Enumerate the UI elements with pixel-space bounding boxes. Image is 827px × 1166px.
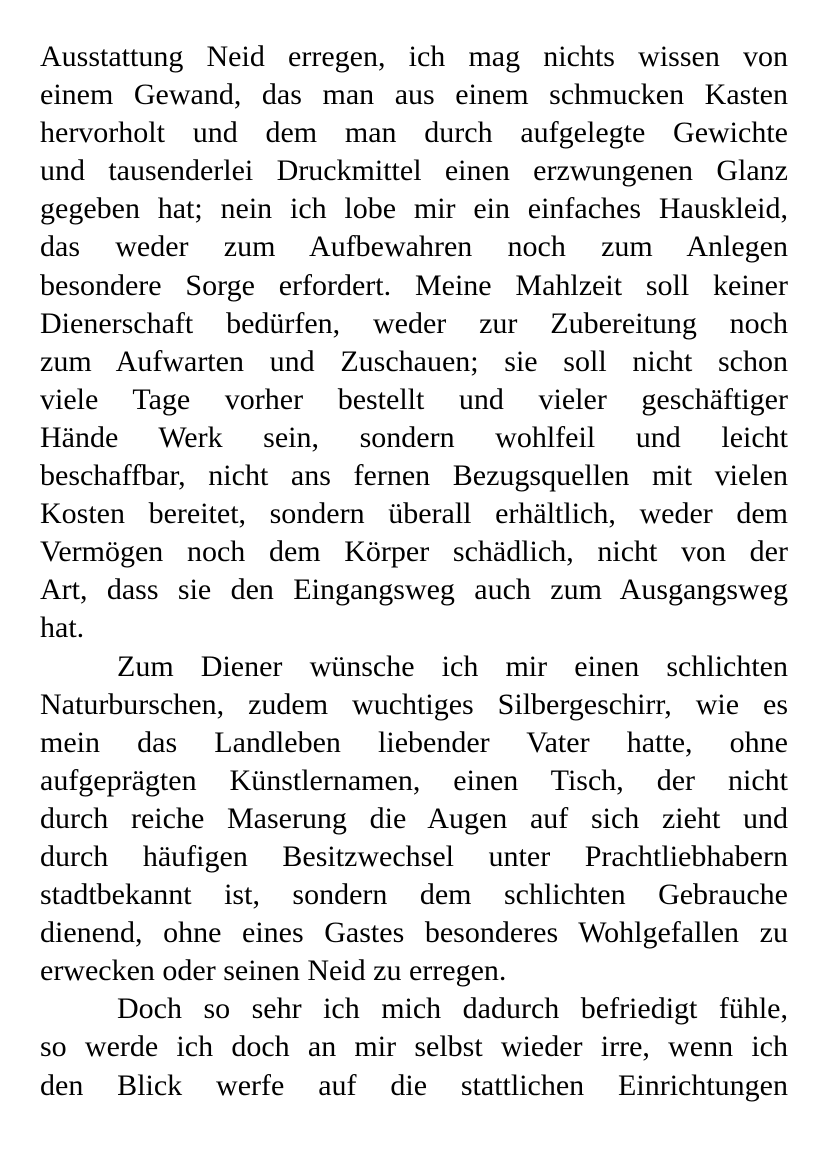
text-line: Hände Werk sein, sondern wohlfeil und leicht xyxy=(40,420,788,454)
text-line: hervorholt und dem man durch aufgelegte Gewichte xyxy=(40,116,788,150)
text-line: Naturburschen, zudem wuchtiges Silbergeschirr, wie es xyxy=(40,687,788,721)
text-line: durch reiche Maserung die Augen auf sich zieht und xyxy=(40,801,788,835)
text-line: so werde ich doch an mir selbst wieder irre, wenn ich xyxy=(40,1030,788,1064)
document-page xyxy=(40,38,788,1105)
text-line: Ausstattung Neid erregen, ich mag nichts wissen von xyxy=(40,40,788,73)
text-line: Kosten bereitet, sondern überall erhältlich, weder dem xyxy=(40,497,788,531)
text-line: Art, dass sie den Eingangsweg auch zum Ausgangsweg xyxy=(40,573,788,607)
text-line: Zum Diener wünsche ich mir einen schlichten xyxy=(117,649,788,683)
text-line: durch häufigen Besitzwechsel unter Prachtliebhabern xyxy=(40,839,788,873)
text-line: aufgeprägten Künstlernamen, einen Tisch, der nicht xyxy=(40,763,788,797)
text-line: besondere Sorge erfordert. Meine Mahlzeit soll keiner xyxy=(40,268,788,302)
text-line: Doch so sehr ich mich dadurch befriedigt fühle, xyxy=(117,992,788,1026)
text-line: und tausenderlei Druckmittel einen erzwungenen Glanz xyxy=(40,154,788,188)
text-line: zum Aufwarten und Zuschauen; sie soll nicht schon xyxy=(40,344,788,378)
text-line: dienend, ohne eines Gastes besonderes Wohlgefallen zu xyxy=(40,916,788,950)
text-line: erwecken oder seinen Neid zu erregen. xyxy=(40,954,507,988)
text-line: stadtbekannt ist, sondern dem schlichten Gebrauche xyxy=(40,878,788,912)
text-line: gegeben hat; nein ich lobe mir ein einfaches Hauskleid, xyxy=(40,192,788,226)
text-line: beschaffbar, nicht ans fernen Bezugsquellen mit vielen xyxy=(40,459,788,493)
paragraph-2 xyxy=(40,648,788,991)
text-line: Dienerschaft bedürfen, weder zur Zubereitung noch xyxy=(40,306,788,340)
text-line: hat. xyxy=(40,611,85,645)
text-line: viele Tage vorher bestellt und vieler geschäftiger xyxy=(40,382,788,416)
text-line: das weder zum Aufbewahren noch zum Anlegen xyxy=(40,230,788,264)
text-line: Vermögen noch dem Körper schädlich, nicht von der xyxy=(40,535,788,569)
paragraph-3 xyxy=(40,990,788,1104)
text-line: mein das Landleben liebender Vater hatte, ohne xyxy=(40,725,788,759)
text-line: den Blick werfe auf die stattlichen Einrichtungen xyxy=(40,1068,788,1102)
paragraph-1 xyxy=(40,38,788,648)
text-line: einem Gewand, das man aus einem schmucken Kasten xyxy=(40,78,788,112)
